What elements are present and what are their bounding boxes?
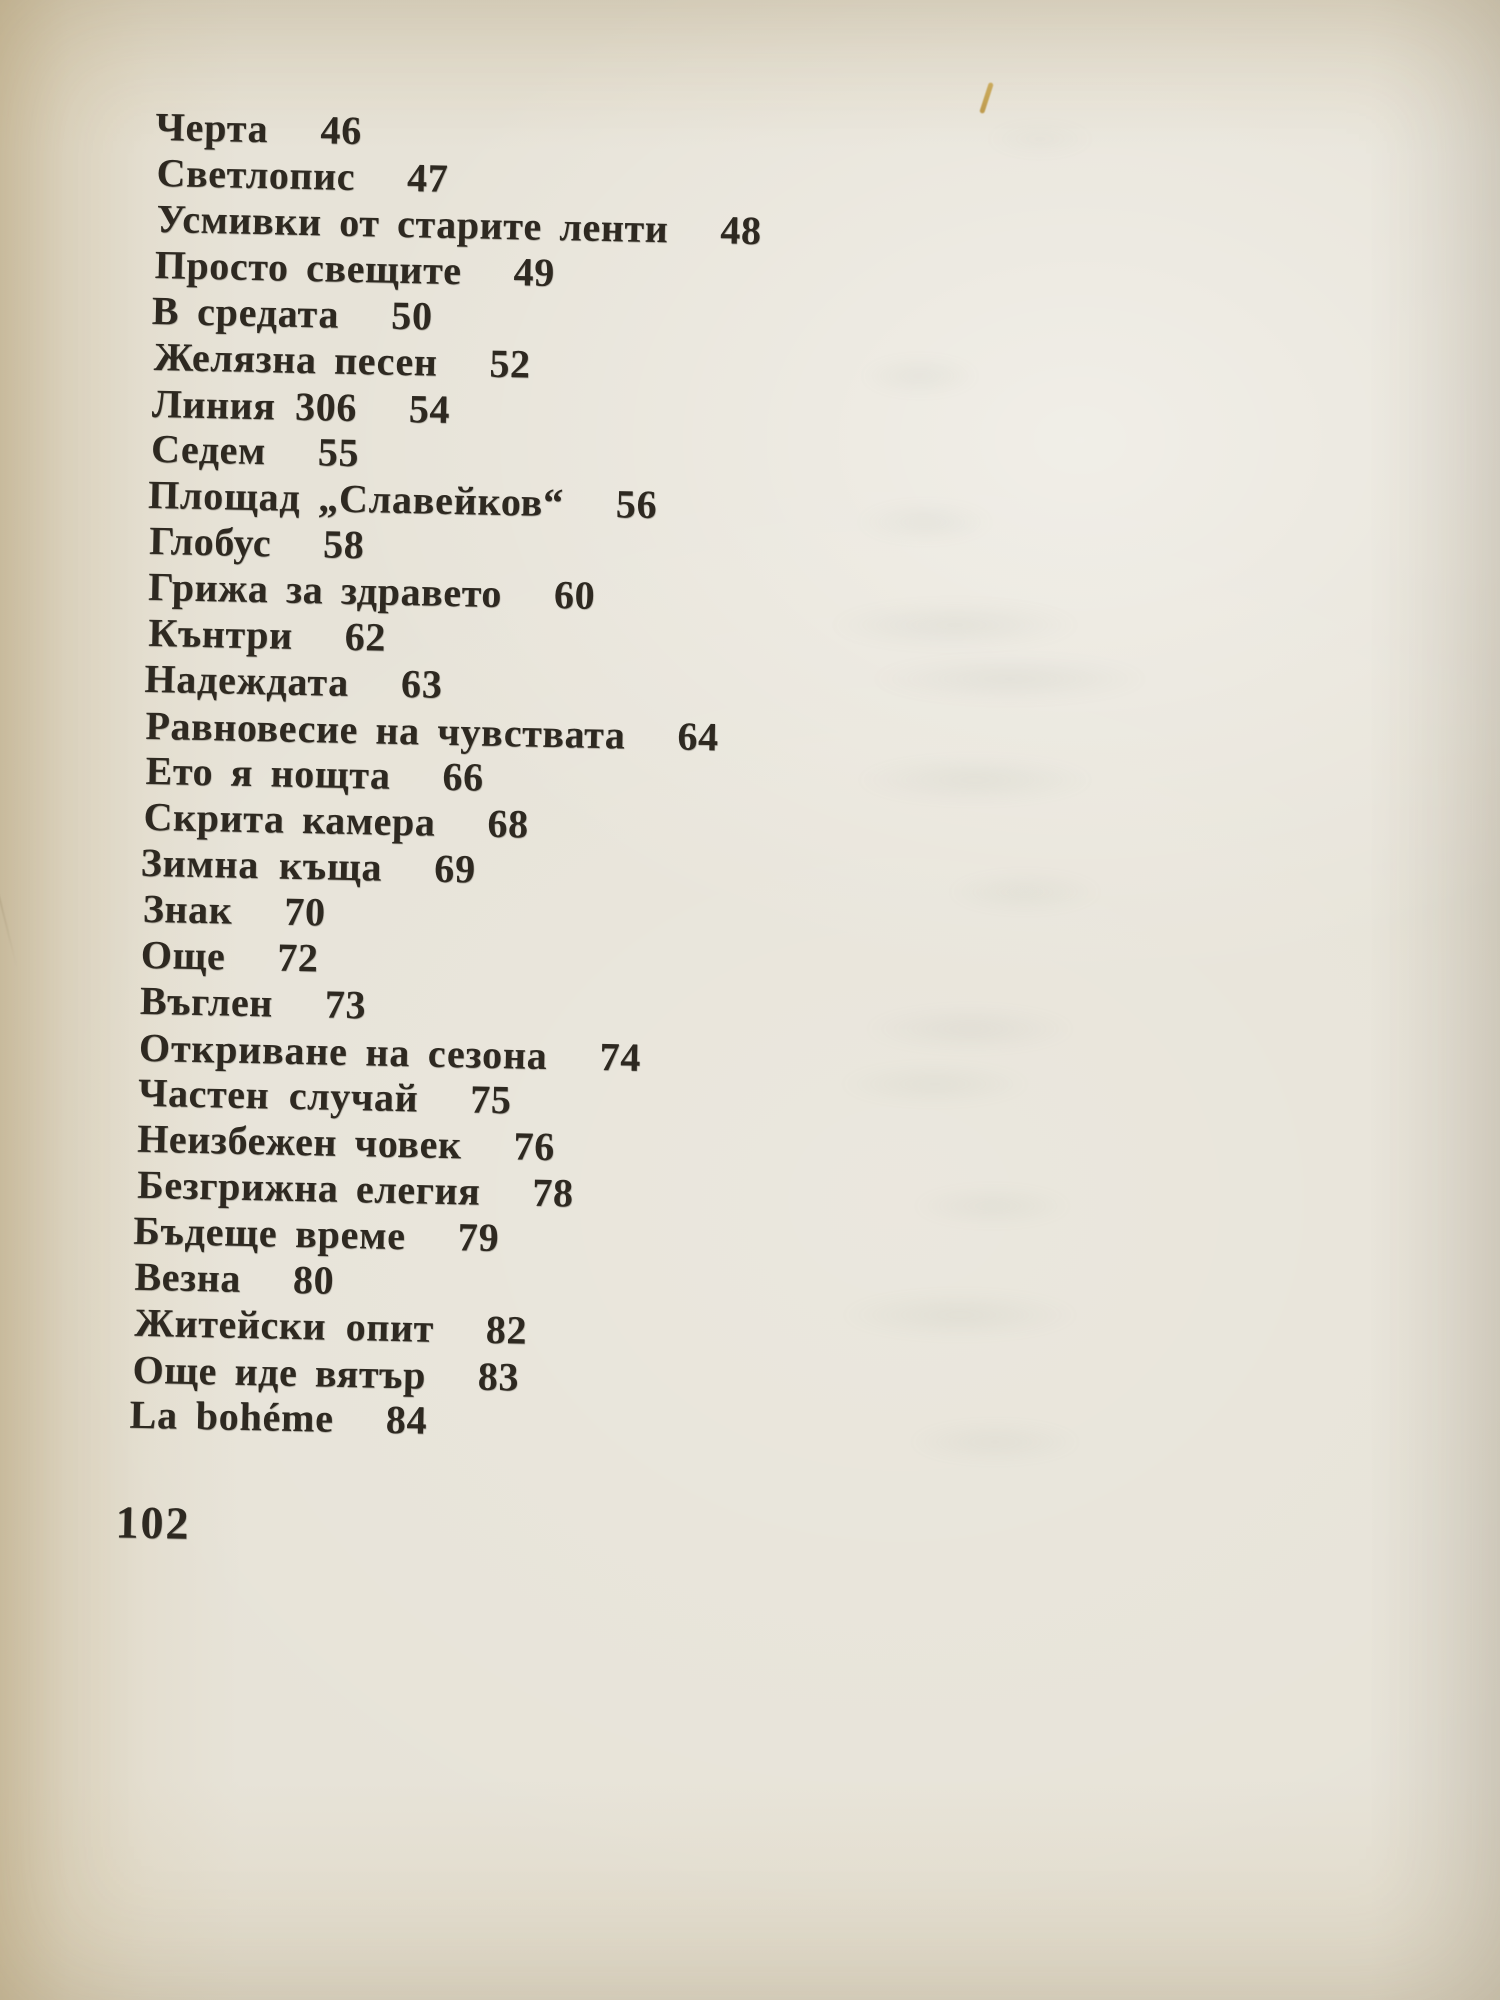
- toc-entry-page-number: 72: [276, 934, 319, 981]
- toc-entry-title: Бъдеще време: [132, 1207, 407, 1259]
- toc-entry-page-number: 47: [406, 155, 449, 201]
- toc-entry-page-number: 70: [283, 888, 327, 935]
- toc-entry-title: Въглен: [139, 977, 274, 1026]
- toc-entry-title: Кънтри: [147, 609, 294, 658]
- toc-entry-title: Безгрижна елегия: [136, 1161, 481, 1214]
- toc-entry-page-number: 54: [408, 386, 451, 432]
- show-through-smudge: [940, 870, 1110, 914]
- toc-entry-page-number: 52: [489, 340, 532, 387]
- toc-entry-page-number: 46: [320, 107, 363, 154]
- show-through-smudge: [830, 1290, 1090, 1340]
- toc-entry-page-number: 78: [531, 1169, 575, 1216]
- toc-entry-title: Скрита камера: [143, 793, 436, 845]
- table-of-contents: [115, 103, 763, 1561]
- toc-entry-title: Черта: [155, 103, 269, 152]
- toc-entry-title: Седем: [150, 425, 267, 474]
- toc-entry-title: Желязна песен: [153, 333, 438, 385]
- toc-entry-page-number: 68: [487, 800, 530, 847]
- toc-entry-page-number: 83: [477, 1353, 520, 1400]
- toc-entry-title: Площад „Славейков“: [147, 471, 565, 526]
- toc-entry-title: Надеждата: [144, 655, 350, 705]
- toc-entry-page-number: 62: [344, 613, 387, 660]
- toc-entry-page-number: 69: [433, 845, 477, 892]
- toc-entry-page-number: 50: [390, 292, 434, 339]
- toc-entry-page-number: 80: [292, 1256, 335, 1303]
- folio-number: 102: [115, 1496, 192, 1549]
- toc-entry-title: Знак: [142, 885, 233, 933]
- toc-entry-page-number: 60: [553, 572, 596, 618]
- toc-entry-title: Линия 306: [151, 380, 358, 431]
- toc-entry-title: Глобус: [148, 517, 272, 566]
- toc-entry-title: Частен случай: [137, 1069, 419, 1121]
- paper-crease: [0, 792, 18, 967]
- show-through-smudge: [820, 600, 1090, 650]
- toc-entry-page-number: 49: [513, 249, 556, 295]
- toc-entry-title: La bohéme: [129, 1391, 335, 1441]
- show-through-smudge: [845, 755, 1105, 805]
- toc-entry-page-number: 56: [615, 481, 658, 528]
- toc-entry-title: Просто свещите: [154, 241, 463, 294]
- toc-entry-title: Откриване на сезона: [138, 1024, 549, 1079]
- toc-entry-page-number: 82: [485, 1306, 528, 1353]
- toc-entry-title: Неизбежен човек: [136, 1115, 463, 1168]
- toc-entry-title: Светлопис: [156, 149, 356, 199]
- toc-entry-title: Усмивки от старите ленти: [156, 196, 669, 252]
- toc-entry-title: В средата: [151, 287, 340, 337]
- toc-entry-page-number: 73: [324, 981, 367, 1028]
- show-through-smudge: [900, 1420, 1090, 1464]
- toc-entry-page-number: 58: [322, 521, 365, 568]
- show-through-smudge: [855, 355, 985, 397]
- toc-entry-title: Равновесие на чувствата: [145, 702, 626, 758]
- toc-entry-page-number: 75: [469, 1076, 512, 1123]
- toc-entry-title: Грижа за здравето: [147, 563, 503, 616]
- toc-entry-page-number: 55: [317, 429, 360, 476]
- toc-entry-title: Везна: [134, 1253, 242, 1301]
- toc-entry-title: Още: [140, 931, 226, 979]
- show-through-smudge: [905, 1185, 1080, 1227]
- toc-entry-page-number: 63: [400, 660, 444, 707]
- show-through-smudge: [980, 120, 1100, 158]
- toc-entry-page-number: 66: [442, 753, 485, 800]
- toc-entry-page-number: 74: [599, 1034, 642, 1080]
- toc-entry-title: Ето я нощта: [145, 747, 392, 798]
- toc-entry-page-number: 84: [385, 1396, 428, 1443]
- toc-entry-title: Житейски опит: [134, 1299, 435, 1351]
- show-through-smudge: [830, 1062, 1040, 1106]
- show-through-smudge: [850, 500, 1000, 544]
- paper-fiber-speck: [979, 82, 994, 114]
- toc-entry-page-number: 64: [677, 713, 720, 760]
- toc-entry-title: Още иде вятър: [132, 1346, 427, 1398]
- toc-entry-title: Зимна къща: [140, 839, 383, 890]
- show-through-smudge: [855, 1005, 1085, 1053]
- show-through-smudge: [860, 655, 1160, 703]
- toc-entry-page-number: 79: [457, 1214, 500, 1261]
- toc-entry-page-number: 76: [513, 1123, 556, 1170]
- toc-entry-page-number: 48: [719, 207, 763, 254]
